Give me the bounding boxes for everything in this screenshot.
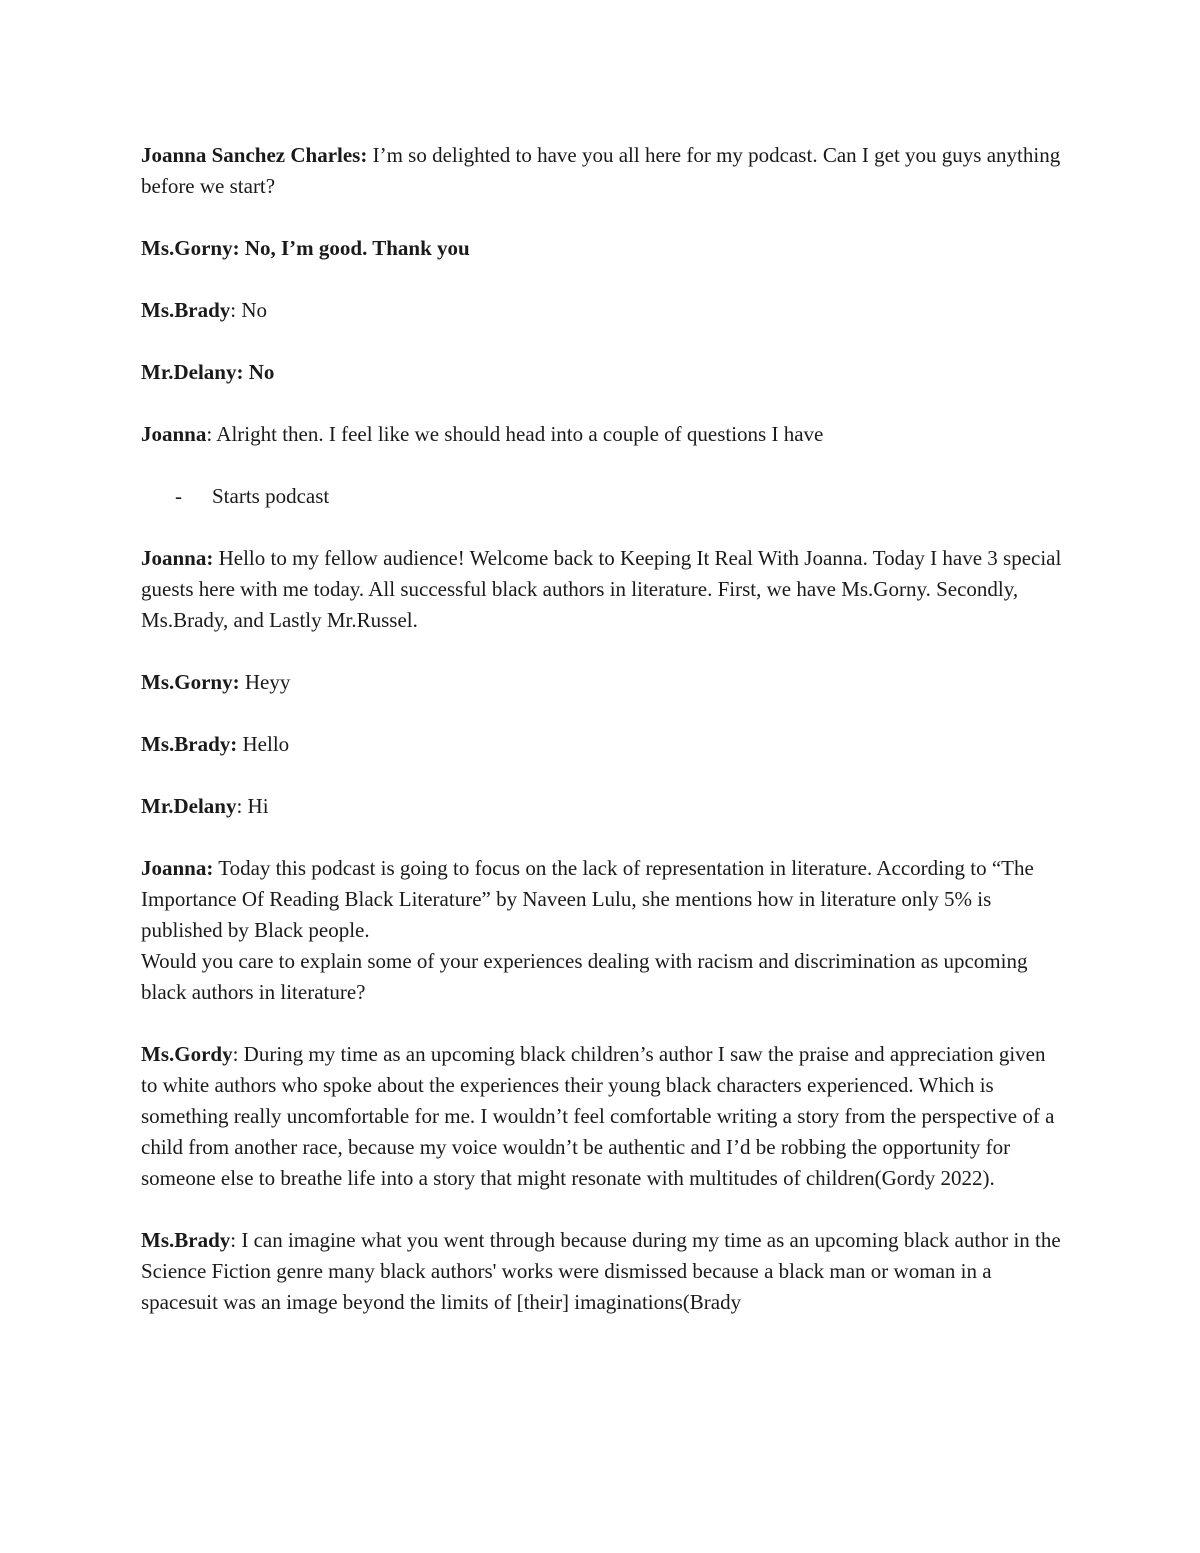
speaker-name: Ms.Brady: [141, 732, 238, 756]
line-text: : Hi [236, 794, 269, 818]
speaker-name: Mr.Delany [141, 794, 237, 818]
transcript-line [141, 946, 1066, 1008]
transcript-line [141, 140, 1066, 202]
speaker-name: Mr.Delany: [141, 360, 244, 384]
transcript-line [141, 357, 1066, 388]
speaker-name: Ms.Gorny: [141, 670, 240, 694]
bullet-dash: - [175, 484, 182, 508]
line-text: Heyy [239, 670, 291, 694]
speaker-name: Joanna: [141, 546, 214, 570]
bullet-item [141, 481, 1066, 512]
bullet-text: Starts podcast [212, 484, 330, 508]
speaker-name: Joanna [141, 422, 207, 446]
transcript-line [141, 791, 1066, 822]
line-text: Hello to my fellow audience! Welcome back to Keeping It Real With Joanna. Today I have 3 special guests here with me today. All successful black authors in literature. First, we have Ms.Gorny. Secondly, Ms.Brady, and Lastly Mr.Russel. [141, 546, 1062, 632]
speaker-name: Ms.Gorny: [141, 236, 240, 260]
line-text: Would you care to explain some of your experiences dealing with racism and discrimination as upcoming black authors in literature? [141, 949, 1028, 1004]
speaker-name: Joanna Sanchez Charles: [141, 143, 368, 167]
line-text: No, I’m good. Thank you [239, 236, 470, 260]
transcript-line [141, 419, 1066, 450]
speaker-name: Ms.Gordy [141, 1042, 233, 1066]
line-text: : No [230, 298, 267, 322]
line-text: : During my time as an upcoming black children’s author I saw the praise and appreciation given to white authors who spoke about the experiences their young black characters experienced. Which is something really uncomfortable for me. I wouldn’t feel comfortable writing a story from the perspective of a child from another race, because my voice wouldn’t be authentic and I’d be robbing the opportunity for someone else to breathe life into a story that might resonate with multitudes of children(Gordy 2022). [141, 1042, 1055, 1190]
transcript-line [141, 1039, 1066, 1194]
transcript-line [141, 1225, 1066, 1318]
line-text: I’m so delighted to have you all here for my podcast. Can I get you guys anything before we start? [141, 143, 1061, 198]
transcript-line [141, 233, 1066, 264]
speaker-name: Ms.Brady [141, 1228, 231, 1252]
line-text: Today this podcast is going to focus on the lack of representation in literature. According to “The Importance Of Reading Black Literature” by Naveen Lulu, she mentions how in literature only 5% is published by Black people. [141, 856, 1034, 942]
transcript-line [141, 667, 1066, 698]
transcript-line [141, 543, 1066, 636]
speaker-name: Ms.Brady [141, 298, 231, 322]
speaker-name: Joanna: [141, 856, 214, 880]
transcript-body [141, 140, 1066, 1349]
transcript-line [141, 729, 1066, 760]
transcript-line [141, 853, 1066, 946]
transcript-line [141, 295, 1066, 326]
line-text: Hello [237, 732, 290, 756]
line-text: : I can imagine what you went through because during my time as an upcoming black author in the Science Fiction genre many black authors' works were dismissed because a black man or woman in a spacesuit was an image beyond the limits of [their] imaginations(Brady [141, 1228, 1061, 1314]
line-text: : Alright then. I feel like we should head into a couple of questions I have [206, 422, 824, 446]
line-text: No [243, 360, 275, 384]
